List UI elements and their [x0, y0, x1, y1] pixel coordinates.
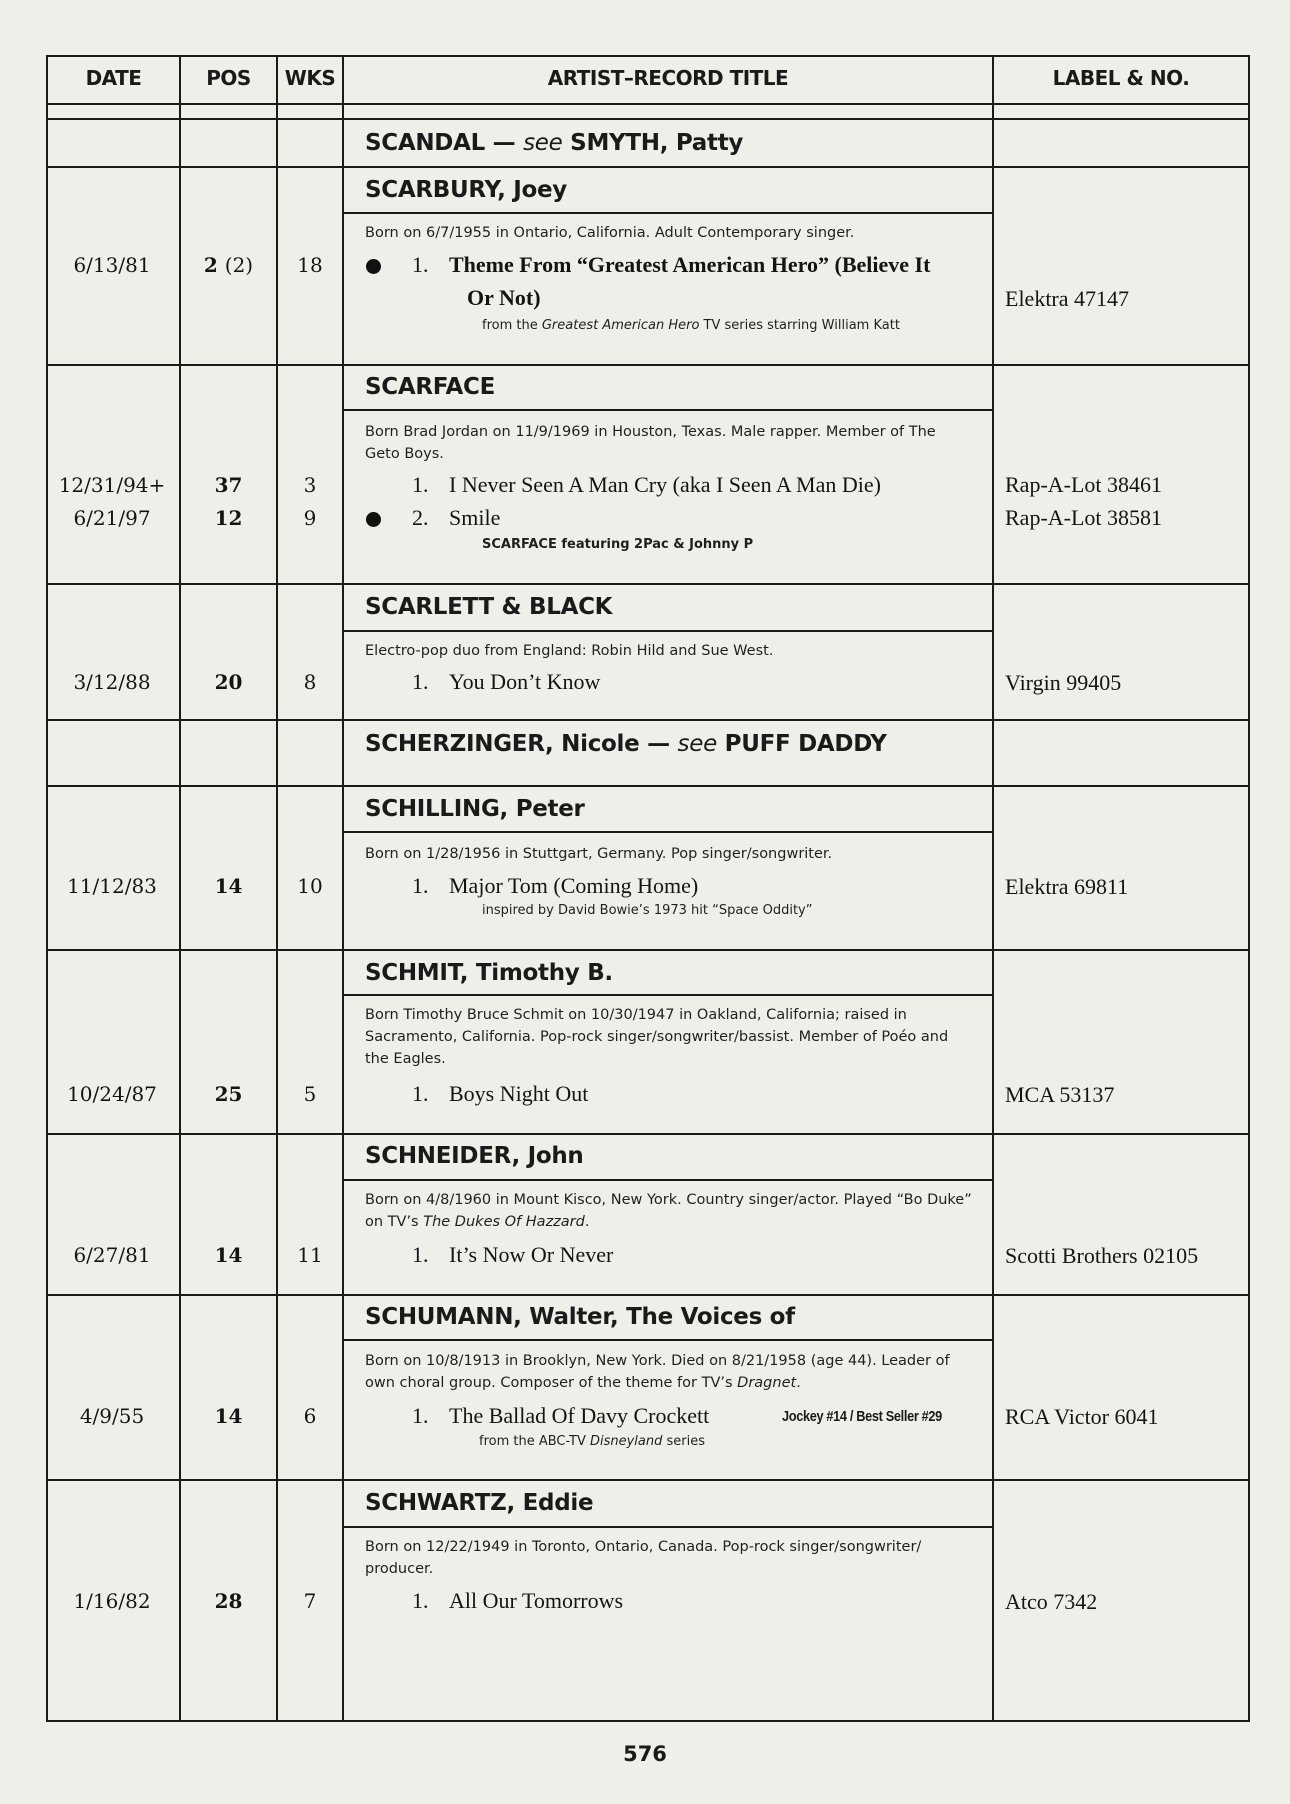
record-note: from the Greatest American Hero TV series starring William Katt — [482, 318, 900, 333]
record-number: 1. — [412, 1081, 429, 1106]
chart-date: 6/13/81 — [73, 253, 151, 277]
record-number: 1. — [412, 252, 429, 277]
label-number: Virgin 99405 — [1005, 670, 1122, 695]
chart-date: 3/12/88 — [73, 670, 151, 694]
record-title: You Don’t Know — [449, 669, 601, 694]
artist-name: SCARFACE — [365, 374, 496, 400]
artist-divider — [343, 994, 993, 996]
label-number: Elektra 69811 — [1005, 874, 1129, 899]
cross-reference-target[interactable]: PUFF DADDY — [716, 731, 887, 757]
record-title: Boys Night Out — [449, 1081, 589, 1106]
artist-name: SCANDAL — see SMYTH, Patty — [365, 130, 744, 156]
column-header-title: ARTIST–RECORD TITLE — [547, 66, 789, 90]
record-title: Smile — [449, 505, 501, 530]
label-number: Atco 7342 — [1005, 1589, 1098, 1614]
weeks-charted: 11 — [297, 1243, 323, 1267]
artist-name: SCHNEIDER, John — [365, 1143, 584, 1169]
row-divider — [46, 1479, 1250, 1481]
peak-position: 20 — [214, 670, 243, 694]
artist-name: SCHERZINGER, Nicole — see PUFF DADDY — [365, 731, 887, 757]
see-reference: see — [677, 731, 717, 757]
record-number: 1. — [412, 472, 429, 497]
artist-name: SCARBURY, Joey — [365, 177, 567, 203]
row-divider — [46, 583, 1250, 585]
record-title: Theme From “Greatest American Hero” (Believe It — [449, 252, 931, 277]
artist-name: SCHWARTZ, Eddie — [365, 1490, 594, 1516]
peak-position: 14 — [214, 1243, 243, 1267]
label-number: Scotti Brothers 02105 — [1005, 1243, 1199, 1268]
artist-divider — [343, 1179, 993, 1181]
peak-position: 12 — [214, 506, 243, 530]
row-divider — [46, 1133, 1250, 1135]
artist-bio: Born on 12/22/1949 in Toronto, Ontario, Canada. Pop-rock singer/songwriter/ producer. — [365, 1539, 922, 1577]
chart-date: 10/24/87 — [67, 1082, 157, 1106]
artist-name: SCARLETT & BLACK — [365, 594, 613, 620]
record-number: 1. — [412, 873, 429, 898]
record-number: 1. — [412, 1588, 429, 1613]
weeks-charted: 7 — [303, 1589, 317, 1613]
artist-bio: Electro-pop duo from England: Robin Hild and Sue West. — [365, 643, 774, 659]
artist-divider — [343, 630, 993, 632]
chart-date: 6/27/81 — [73, 1243, 151, 1267]
record-title-continued: Or Not) — [467, 285, 541, 310]
weeks-charted: 3 — [303, 473, 317, 497]
weeks-at-peak: (2) — [224, 253, 254, 277]
record-title: Major Tom (Coming Home) — [449, 873, 699, 898]
artist-bio: Born on 4/8/1960 in Mount Kisco, New York. Country singer/actor. Played “Bo Duke” on TV’s The Dukes Of Hazzard. — [365, 1192, 972, 1230]
record-note: SCARFACE featuring 2Pac & Johnny P — [482, 537, 754, 552]
artist-name: SCHILLING, Peter — [365, 796, 585, 822]
chart-date: 1/16/82 — [73, 1589, 151, 1613]
see-reference: see — [523, 130, 563, 156]
cross-reference-target[interactable]: SMYTH, Patty — [562, 130, 744, 156]
chart-date: 11/12/83 — [67, 874, 157, 898]
artist-bio: Born on 1/28/1956 in Stuttgart, Germany. Pop singer/songwriter. — [365, 846, 833, 862]
row-divider — [46, 364, 1250, 366]
peak-position: 37 — [214, 473, 243, 497]
artist-divider — [343, 831, 993, 833]
weeks-charted: 8 — [303, 670, 317, 694]
label-number: MCA 53137 — [1005, 1082, 1115, 1107]
row-divider — [46, 719, 1250, 721]
column-header-pos: POS — [206, 66, 251, 90]
row-divider — [46, 103, 1250, 105]
page-number: 576 — [623, 1742, 667, 1766]
column-divider — [342, 55, 344, 1722]
row-divider — [46, 785, 1250, 787]
artist-divider — [343, 1339, 993, 1341]
label-number: RCA Victor 6041 — [1005, 1404, 1159, 1429]
weeks-charted: 5 — [303, 1082, 317, 1106]
weeks-charted: 6 — [303, 1404, 317, 1428]
record-note: inspired by David Bowie’s 1973 hit “Space Oddity” — [482, 903, 813, 918]
record-title: All Our Tomorrows — [449, 1588, 624, 1613]
chart-date: 4/9/55 — [79, 1404, 145, 1428]
row-divider — [46, 949, 1250, 951]
chart-date: 12/31/94+ — [58, 473, 166, 497]
chart-positions: Jockey #14 / Best Seller #29 — [782, 1408, 942, 1425]
gold-record-icon — [366, 259, 381, 274]
label-number: Elektra 47147 — [1005, 286, 1130, 311]
label-number: Rap-A-Lot 38581 — [1005, 505, 1163, 530]
peak-position: 28 — [214, 1589, 243, 1613]
artist-bio: Born on 6/7/1955 in Ontario, California. Adult Contemporary singer. — [365, 225, 855, 241]
peak-position: 14 — [214, 1404, 243, 1428]
record-title: I Never Seen A Man Cry (aka I Seen A Man Die) — [449, 472, 881, 497]
peak-position: 14 — [214, 874, 243, 898]
row-divider — [46, 166, 1250, 168]
column-divider — [992, 55, 994, 1722]
record-title: The Ballad Of Davy Crockett — [449, 1403, 710, 1428]
record-title: It’s Now Or Never — [449, 1242, 614, 1267]
weeks-charted: 18 — [297, 253, 323, 277]
peak-position: 2 (2) — [203, 253, 254, 277]
artist-name: SCHMIT, Timothy B. — [365, 960, 613, 986]
row-divider — [46, 1294, 1250, 1296]
chart-date: 6/21/97 — [73, 506, 151, 530]
column-header-label: LABEL & NO. — [1052, 66, 1190, 90]
artist-divider — [343, 1526, 993, 1528]
artist-name: SCHUMANN, Walter, The Voices of — [365, 1304, 795, 1330]
record-note: from the ABC-TV Disneyland series — [479, 1434, 706, 1449]
gold-record-icon — [366, 512, 381, 527]
record-number: 1. — [412, 669, 429, 694]
column-divider — [276, 55, 278, 1722]
record-number: 1. — [412, 1242, 429, 1267]
column-header-date: DATE — [85, 66, 142, 90]
artist-divider — [343, 409, 993, 411]
artist-bio: Born on 10/8/1913 in Brooklyn, New York. Died on 8/21/1958 (age 44). Leader of own choral group. Composer of the theme for TV’s Dragnet. — [365, 1353, 950, 1391]
record-number: 1. — [412, 1403, 429, 1428]
weeks-charted: 9 — [303, 506, 317, 530]
record-number: 2. — [412, 505, 429, 530]
artist-bio: Born Brad Jordan on 11/9/1969 in Houston, Texas. Male rapper. Member of The Geto Boys. — [365, 424, 936, 462]
peak-position: 25 — [214, 1082, 243, 1106]
artist-divider — [343, 212, 993, 214]
column-header-wks: WKS — [284, 66, 336, 90]
row-divider — [46, 118, 1250, 120]
weeks-charted: 10 — [297, 874, 323, 898]
column-divider — [179, 55, 181, 1722]
artist-bio: Born Timothy Bruce Schmit on 10/30/1947 in Oakland, California; raised in Sacramento, California. Pop-rock singer/songwriter/bassist. Member of Poéo and the Eagles. — [365, 1007, 949, 1067]
label-number: Rap-A-Lot 38461 — [1005, 472, 1163, 497]
